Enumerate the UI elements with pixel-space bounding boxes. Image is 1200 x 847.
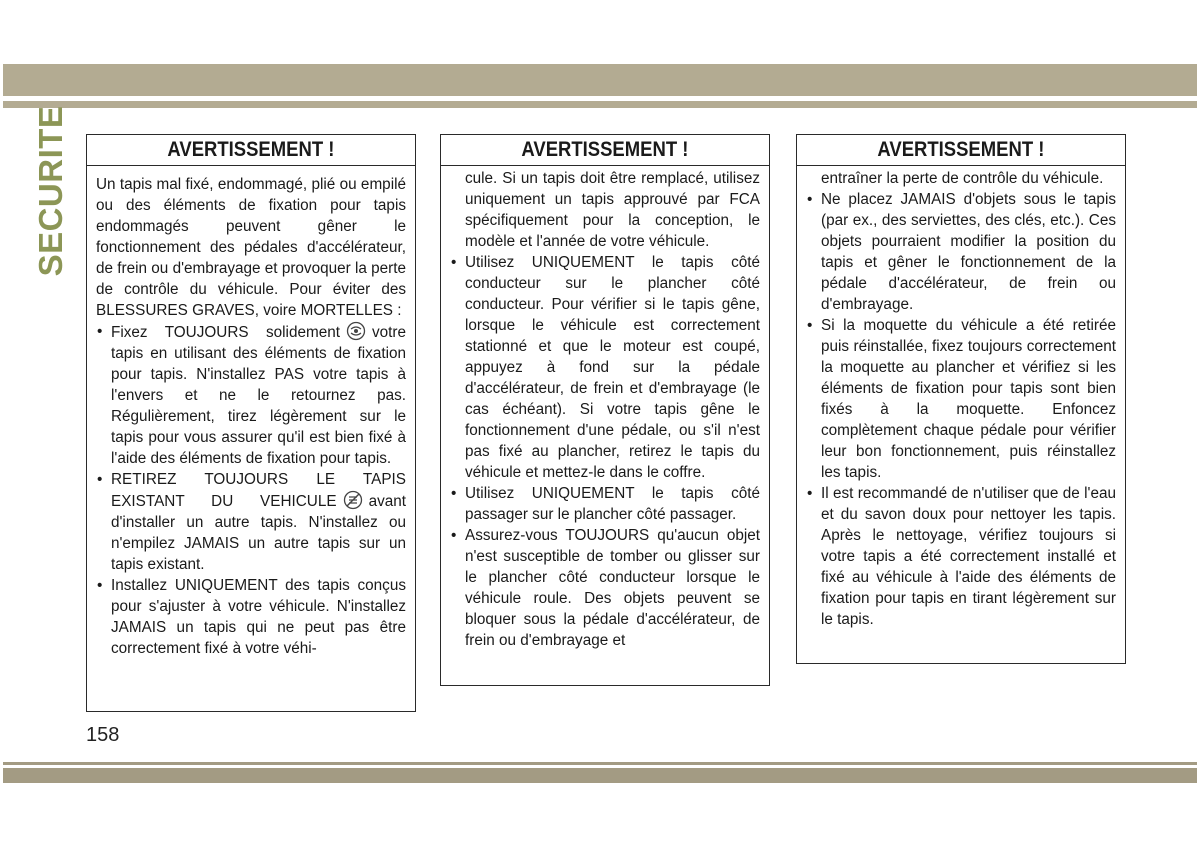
warning-title: AVERTISSEMENT !: [441, 135, 769, 166]
warning-title: AVERTISSEMENT !: [797, 135, 1125, 166]
list-item: • Ne placez JAMAIS d'objets sous le tapis (par ex., des serviettes, des clés, etc.). Ces objets pourraient modifier la position du tapis et gêner le fonctionnement de la pédale d'accélérateur, de frein ou d'embrayage.: [806, 189, 1116, 315]
warning-intro: Un tapis mal fixé, endommagé, plié ou empilé ou des éléments de fixation pour tapis endommagés peuvent gêner le fonctionnement des pédales d'accélérateur, de frein ou d'embrayage et provoquer la perte de contrôle du véhicule. Pour éviter des BLESSURES GRAVES, voire MORTELLES :: [96, 176, 406, 319]
warning-box-2: [440, 134, 770, 686]
list-item: • Utilisez UNIQUEMENT le tapis côté passager sur le plancher côté passager.: [450, 483, 760, 525]
floor-mat-anchor-icon: [346, 321, 366, 341]
section-label: [28, 105, 74, 277]
warning-body: [441, 166, 769, 651]
warning-continuation: cule. Si un tapis doit être remplacé, utilisez uniquement un tapis approuvé par FCA spécifiquement pour la conception, le modèle et l'année de votre véhicule.: [465, 170, 760, 250]
list-item: • Si la moquette du véhicule a été retirée puis réinstallée, fixez toujours correctement la moquette au plancher et vérifiez si les éléments de fixation pour tapis sont bien fixés à la moquette. Enfoncez complètement chaque pédale pour vérifier leur bon fonctionnement, puis réinstallez les tapis.: [806, 315, 1116, 483]
warning-list: [96, 321, 406, 659]
warning-box-3: [796, 134, 1126, 664]
warning-list: [806, 189, 1116, 630]
footer-band: [3, 768, 1197, 783]
warning-title: AVERTISSEMENT !: [87, 135, 415, 166]
list-item: • Fixez TOUJOURS solidement votre tapis en utilisant des éléments de fixation pour tapis. N'installez PAS votre tapis à l'envers et ne le retournez pas. Régulièrement, tirez légèrement sur le tapis pour vous assurer qu'il est bien fixé à l'aide des éléments de fixation pour tapis.: [96, 321, 406, 469]
warning-body: [797, 166, 1125, 630]
list-item: • Il est recommandé de n'utiliser que de l'eau et du savon doux pour nettoyer les tapis. Après le nettoyage, vérifiez toujours si votre tapis a été correctement installé et fixé au véhicule à l'aide des éléments de fixation pour tapis en tirant légèrement sur le tapis.: [806, 483, 1116, 630]
stacked-mat-prohibited-icon: [343, 490, 363, 510]
warning-list: [450, 252, 760, 651]
list-item: • Assurez-vous TOUJOURS qu'aucun objet n'est susceptible de tomber ou glisser sur le plancher côté conducteur lorsque le véhicule roule. Des objets peuvent se bloquer sous la pédale d'accélérateur, de frein ou d'embrayage et: [450, 525, 760, 651]
list-item: • RETIREZ TOUJOURS LE TAPIS EXISTANT DU VEHICULE avant d'installer un autre tapis. N'installez ou n'empilez JAMAIS un autre tapis sur un tapis existant.: [96, 469, 406, 575]
page-number: 158: [86, 724, 120, 746]
warning-box-1: [86, 134, 416, 712]
warning-body: [87, 166, 415, 659]
footer-rule: [3, 762, 1197, 765]
list-item: • Installez UNIQUEMENT des tapis conçus pour s'ajuster à votre véhicule. N'installez JAMAIS un tapis qui ne peut pas être correctement fixé à votre véhi-: [96, 575, 406, 659]
section-label-text: SECURITE: [32, 105, 69, 277]
warning-continuation: entraîner la perte de contrôle du véhicule.: [821, 170, 1104, 187]
list-item: • Utilisez UNIQUEMENT le tapis côté conducteur sur le plancher côté conducteur. Pour vérifier si le tapis gêne, lorsque le véhicule est correctement stationné et que le moteur est coupé, appuyez à fond sur la pédale d'accélérateur, de frein et d'embrayage (le cas échéant). Si votre tapis gêne le fonctionnement d'une pédale, ou s'il n'est pas fixé au plancher, retirez le tapis du véhicule et mettez-le dans le coffre.: [450, 252, 760, 483]
header-rule: [3, 101, 1197, 108]
header-band: [3, 64, 1197, 96]
